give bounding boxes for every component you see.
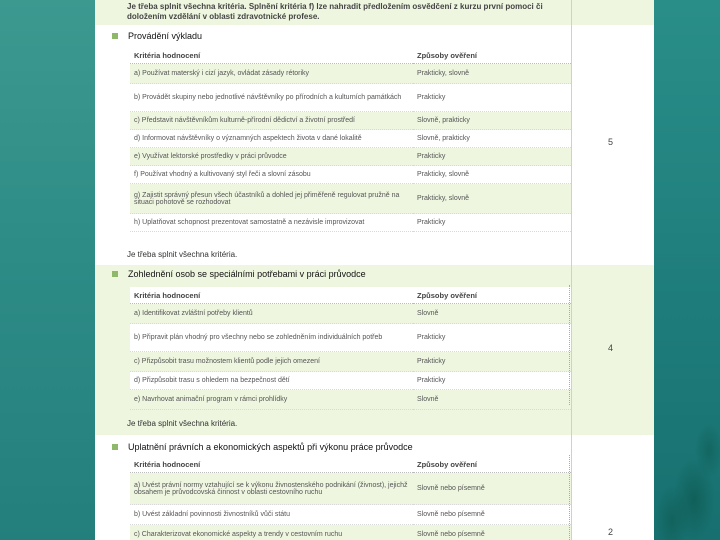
criteria-table (130, 287, 571, 410)
method-cell: Prakticky (413, 372, 571, 390)
criterion-cell: g) Zajistit správný přesun všech účastníků a dohled jej přiměřeně regulovat pružně na situaci pohotově se rozhodovat (130, 184, 413, 214)
table-row (130, 148, 571, 166)
bullet-icon (112, 33, 118, 39)
section-title: Provádění výkladu (128, 31, 203, 41)
section-title: Zohlednění osob se speciálními potřebami v práci průvodce (128, 269, 366, 279)
col-methods-header: Způsoby ověření (413, 287, 571, 304)
score-value: 4 (608, 343, 614, 353)
column-divider (571, 0, 572, 25)
column-divider (571, 25, 572, 265)
criterion-cell: a) Identifikovat zvláštní potřeby klientů (130, 304, 413, 324)
table-row (130, 214, 571, 232)
criterion-cell: h) Uplatňovat schopnost prezentovat samostatně a nezávisle improvizovat (130, 214, 413, 232)
criterion-cell: b) Provádět skupiny nebo jednotlivé návštěvníky po přírodních a kulturních památkách (130, 84, 413, 112)
criterion-cell: b) Uvést základní povinnosti živnostníků vůči státu (130, 505, 413, 525)
right-background-band (654, 0, 720, 540)
criterion-cell: f) Používat vhodný a kultivovaný styl řeči a slovní zásobu (130, 166, 413, 184)
section-pravni-aspekty (95, 435, 654, 540)
criterion-cell: c) Přizpůsobit trasu možnostem klientů podle jejich omezení (130, 352, 413, 372)
bullet-icon (112, 271, 118, 277)
method-cell: Slovně, prakticky (413, 112, 571, 130)
document-page (95, 0, 654, 540)
table-row (130, 64, 571, 84)
table-row (130, 390, 571, 410)
criteria-table (130, 47, 571, 232)
method-cell: Prakticky, slovně (413, 166, 571, 184)
table-row (130, 166, 571, 184)
table-row (130, 184, 571, 214)
criterion-cell: a) Uvést právní normy vztahující se k výkonu živnostenského podnikání (živnost), jejichž obsahem je průvodcovská činnost v oblasti cestovního ruchu (130, 473, 413, 505)
col-methods-header: Způsoby ověření (413, 47, 571, 64)
table-row (130, 324, 571, 352)
table-row (130, 112, 571, 130)
section-provadeni-vykladu (95, 25, 654, 265)
score-value: 5 (608, 137, 614, 147)
table-row (130, 84, 571, 112)
criterion-cell: c) Představit návštěvníkům kulturně-přírodní dědictví a životní prostředí (130, 112, 413, 130)
method-cell: Prakticky (413, 214, 571, 232)
method-cell: Prakticky, slovně (413, 184, 571, 214)
table-row (130, 505, 571, 525)
method-cell: Slovně nebo písemně (413, 473, 571, 505)
section-specialni-potreby (95, 265, 654, 435)
column-divider (571, 435, 572, 540)
method-cell: Slovně nebo písemně (413, 505, 571, 525)
method-cell: Prakticky (413, 84, 571, 112)
previous-section-tail (95, 0, 654, 25)
criterion-cell: d) Informovat návštěvníky o významných aspektech života v dané lokalitě (130, 130, 413, 148)
score-value: 2 (608, 527, 614, 537)
section-note: Je třeba splnit všechna kritéria. (127, 250, 238, 259)
criteria-table (130, 456, 571, 540)
table-row (130, 130, 571, 148)
criterion-cell: e) Využívat lektorské prostředky v práci průvodce (130, 148, 413, 166)
method-cell: Slovně, prakticky (413, 130, 571, 148)
table-row (130, 304, 571, 324)
section-title: Uplatnění právních a ekonomických aspektů při výkonu práce průvodce (128, 442, 413, 452)
table-row (130, 525, 571, 540)
criterion-cell: a) Používat materský i cizí jazyk, ovládat zásady rétoriky (130, 64, 413, 84)
col-criteria-header: Kritéria hodnocení (130, 47, 413, 64)
method-cell: Prakticky (413, 148, 571, 166)
criterion-cell: e) Navrhovat animační program v rámci prohlídky (130, 390, 413, 410)
column-divider (571, 265, 572, 435)
method-cell: Slovně nebo písemně (413, 525, 571, 540)
table-row (130, 473, 571, 505)
method-cell: Prakticky (413, 352, 571, 372)
method-cell: Prakticky, slovně (413, 64, 571, 84)
method-cell: Slovně (413, 304, 571, 324)
method-cell: Prakticky (413, 324, 571, 352)
table-row (130, 372, 571, 390)
bullet-icon (112, 444, 118, 450)
section-note: Je třeba splnit všechna kritéria. (127, 419, 238, 428)
criterion-cell: d) Přizpůsobit trasu s ohledem na bezpečnost dětí (130, 372, 413, 390)
criterion-cell: b) Připravit plán vhodný pro všechny nebo se zohledněním individuálních potřeb (130, 324, 413, 352)
col-methods-header: Způsoby ověření (413, 456, 571, 473)
col-criteria-header: Kritéria hodnocení (130, 287, 413, 304)
criterion-cell: c) Charakterizovat ekonomické aspekty a trendy v cestovním ruchu (130, 525, 413, 540)
table-row (130, 352, 571, 372)
col-criteria-header: Kritéria hodnocení (130, 456, 413, 473)
table-edge (569, 455, 570, 540)
decorative-leaves (654, 390, 720, 540)
method-cell: Slovně (413, 390, 571, 410)
table-edge (569, 285, 570, 405)
left-background-band (0, 0, 95, 540)
top-note: Je třeba splnit všechna kritéria. Splnění kritéria f) lze nahradit předložením osvědčení z kurzu první pomoci či doložením vzdělání v oblasti zdravotnické profese. (127, 2, 543, 21)
